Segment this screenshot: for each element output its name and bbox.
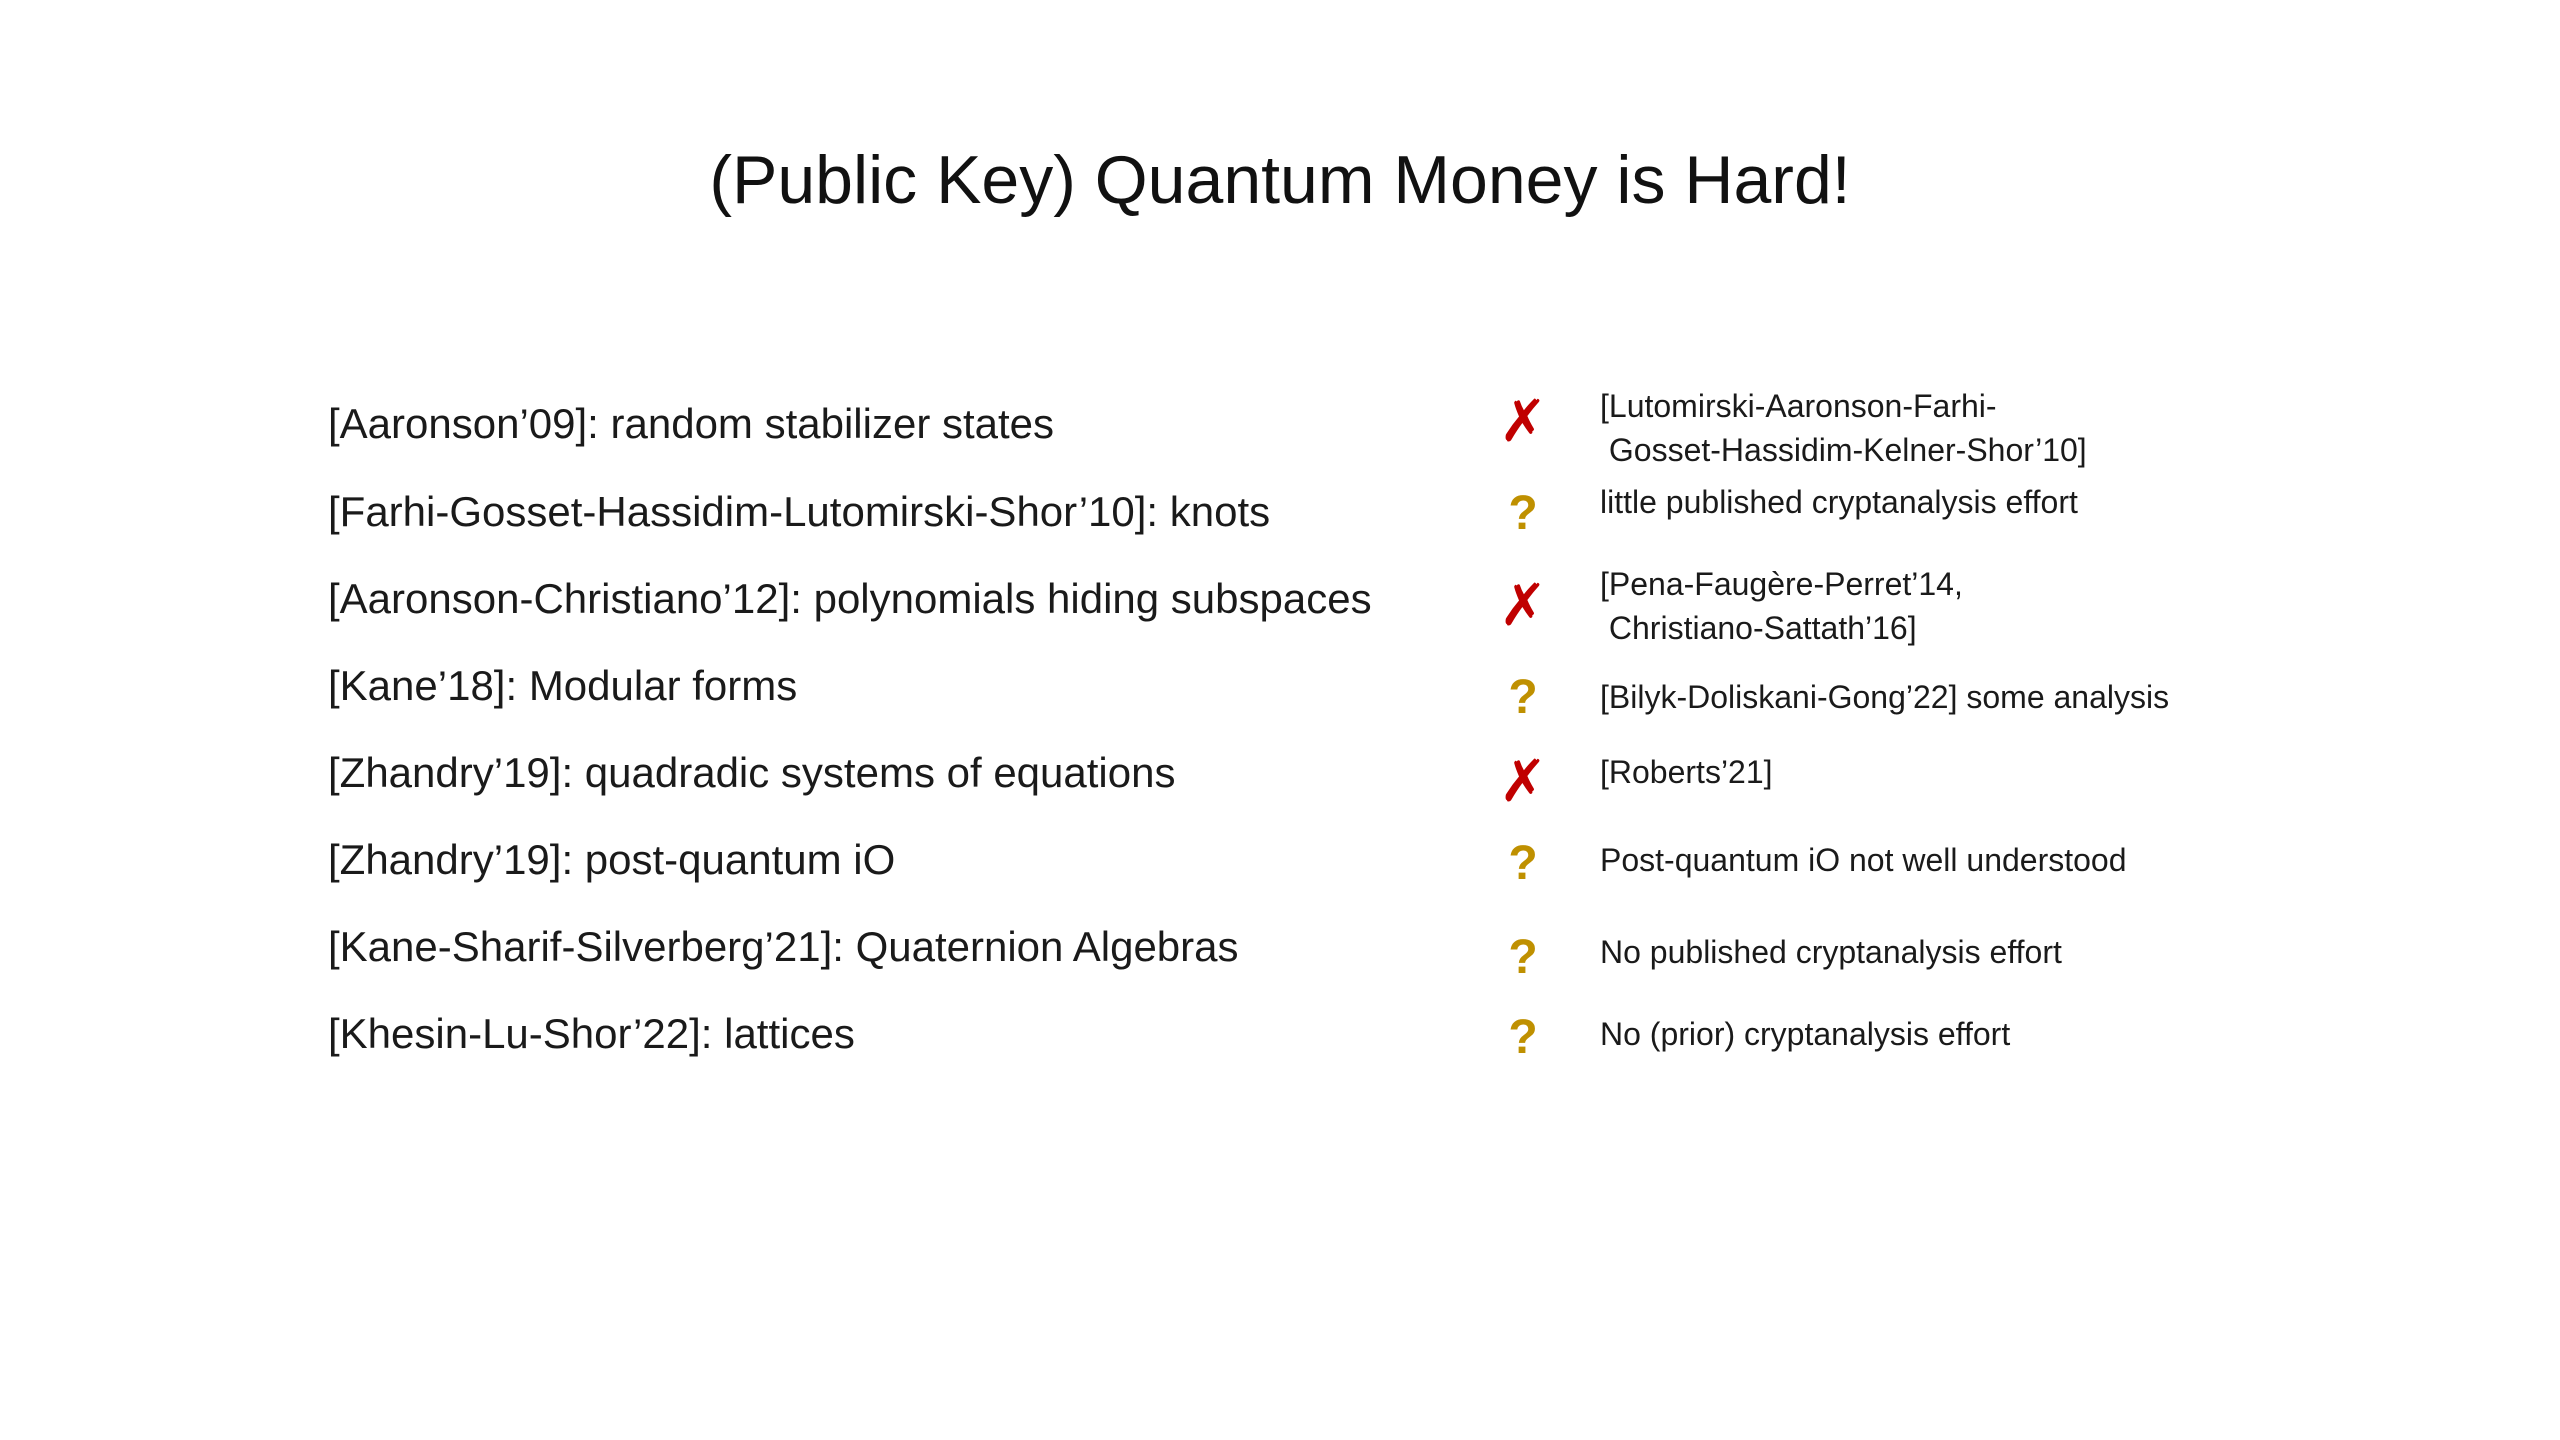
unknown-question-icon: ? (1508, 487, 1538, 540)
scheme-label: [Farhi-Gosset-Hassidim-Lutomirski-Shor’10]: knots (328, 488, 1271, 535)
scheme-label: [Khesin-Lu-Shor’22]: lattices (328, 1010, 855, 1057)
cryptanalysis-note: [Roberts’21] (1600, 754, 1773, 790)
slide-title: (Public Key) Quantum Money is Hard! (709, 142, 1851, 218)
cryptanalysis-note: [Bilyk-Doliskani-Gong’22] some analysis (1600, 679, 2170, 715)
scheme-label: [Zhandry’19]: post-quantum iO (328, 836, 896, 883)
broken-x-icon: ✗ (1498, 573, 1548, 638)
cryptanalysis-note: [Lutomirski-Aaronson-Farhi- Gosset-Hassidim-Kelner-Shor’10] (1600, 388, 2087, 468)
unknown-question-icon: ? (1508, 837, 1538, 890)
cryptanalysis-note: [Pena-Faugère-Perret’14, Christiano-Sattath’16] (1600, 566, 1963, 646)
broken-x-icon: ✗ (1498, 389, 1548, 454)
unknown-question-icon: ? (1508, 931, 1538, 984)
scheme-label: [Kane-Sharif-Silverberg’21]: Quaternion Algebras (328, 923, 1239, 970)
cryptanalysis-note: No (prior) cryptanalysis effort (1600, 1016, 2011, 1052)
scheme-label: [Aaronson-Christiano’12]: polynomials hiding subspaces (328, 575, 1372, 622)
unknown-question-icon: ? (1508, 1011, 1538, 1064)
cryptanalysis-note: No published cryptanalysis effort (1600, 934, 2062, 970)
unknown-question-icon: ? (1508, 671, 1538, 724)
cryptanalysis-note: little published cryptanalysis effort (1600, 484, 2078, 520)
cryptanalysis-note: Post-quantum iO not well understood (1600, 842, 2127, 878)
scheme-label: [Aaronson’09]: random stabilizer states (328, 400, 1055, 447)
broken-x-icon: ✗ (1498, 749, 1548, 814)
scheme-label: [Zhandry’19]: quadradic systems of equations (328, 749, 1176, 796)
scheme-label: [Kane’18]: Modular forms (328, 662, 798, 709)
